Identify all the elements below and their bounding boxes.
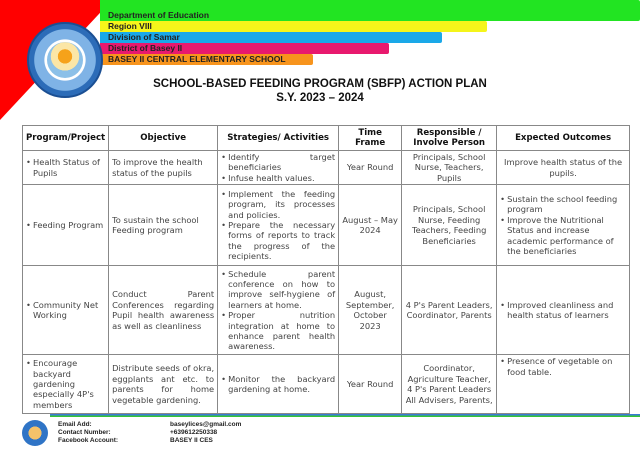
strategy: • Monitor the backyard gardening at home. <box>221 374 335 395</box>
email-value: baseylices@gmail.com <box>170 421 242 428</box>
time-frame: Year Round <box>339 151 402 185</box>
footer-divider <box>50 414 640 417</box>
band-district: District of Basey II <box>100 43 389 54</box>
table-row <box>23 151 630 185</box>
program: • Feeding Program <box>26 220 105 230</box>
strategy: • Identify target beneficiaries <box>221 152 335 173</box>
outcome: • Improve the Nutritional Status and increase academic performance of the beneficiaries <box>500 215 626 257</box>
facebook-label: Facebook Account: <box>58 437 119 444</box>
program: • Community Net Working <box>26 300 105 321</box>
outcome: • Presence of vegetable on food table. <box>500 356 626 377</box>
footer-logo <box>22 420 48 446</box>
time-frame: August, September, October 2023 <box>339 266 402 355</box>
contact-value: +639612250338 <box>170 429 218 436</box>
responsible: 4 P's Parent Leaders, Coordinator, Parents <box>402 266 497 355</box>
table-header-row <box>23 126 630 151</box>
program: • Encourage backyard gardening especially 4P's members <box>26 358 105 410</box>
footer-values <box>170 421 241 445</box>
responsible: Principals, School Nurse, Teachers, Pupils <box>402 151 497 185</box>
strategy: • Infuse health values. <box>221 173 335 183</box>
col-time-frame: Time Frame <box>339 126 402 151</box>
col-outcomes: Expected Outcomes <box>497 126 630 151</box>
col-responsible: Responsible / Involve Person <box>402 126 497 151</box>
facebook-value: BASEY II CES <box>170 437 213 444</box>
band-deped: Department of Education <box>100 0 640 21</box>
program: • Health Status of Pupils <box>26 157 105 178</box>
col-strategies: Strategies/ Activities <box>218 126 339 151</box>
time-frame: Year Round <box>339 355 402 414</box>
table-row <box>23 355 630 414</box>
time-frame: August – May 2024 <box>339 185 402 266</box>
objective: To sustain the school Feeding program <box>109 185 218 266</box>
table-row <box>23 185 630 266</box>
strategy: • Schedule parent conference on how to improve self-hygiene of learners at home. <box>221 269 335 311</box>
objective: Conduct Parent Conferences regarding Pupil health awareness as well as cleanliness <box>109 266 218 355</box>
strategy: • Implement the feeding program, its processes and policies. <box>221 189 335 220</box>
action-plan-table <box>22 125 630 414</box>
outcome: Improve health status of the pupils. <box>497 151 630 185</box>
col-program: Program/Project <box>23 126 109 151</box>
table-row <box>23 266 630 355</box>
band-school: BASEY II CENTRAL ELEMENTARY SCHOOL <box>100 54 313 65</box>
responsible: Coordinator, Agriculture Teacher, 4 P's Parent Leaders All Advisers, Parents, <box>402 355 497 414</box>
band-division: Division of Samar <box>100 32 442 43</box>
page-title: SCHOOL-BASED FEEDING PROGRAM (SBFP) ACTION PLAN <box>153 78 487 90</box>
outcome: • Improved cleanliness and health status of learners <box>500 300 626 321</box>
outcome: • Sustain the school feeding program <box>500 194 626 215</box>
responsible: Principals, School Nurse, Feeding Teachers, Feeding Beneficiaries <box>402 185 497 266</box>
strategy: • Prepare the necessary forms of reports to track the progress of the recipients. <box>221 220 335 262</box>
contact-label: Contact Number: <box>58 429 111 436</box>
email-label: Email Add: <box>58 421 92 428</box>
footer-labels <box>58 421 118 445</box>
objective: To improve the health status of the pupils <box>109 151 218 185</box>
strategy: • Proper nutrition integration at home to enhance parent health awareness. <box>221 310 335 352</box>
col-objective: Objective <box>109 126 218 151</box>
objective: Distribute seeds of okra, eggplants ant etc. to parents for home vegetable gardening. <box>109 355 218 414</box>
band-region: Region VIII <box>100 21 487 32</box>
school-year: S.Y. 2023 – 2024 <box>276 92 364 104</box>
